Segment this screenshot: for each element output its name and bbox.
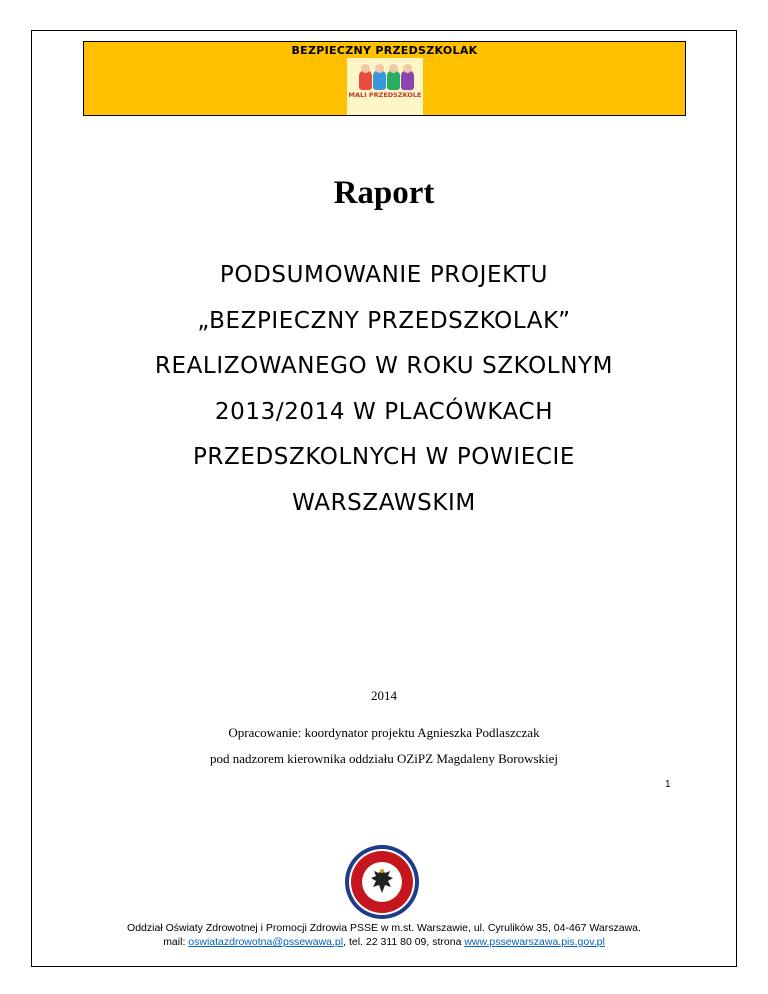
prepared-by: Opracowanie: koordynator projektu Agnieszka Podlaszczak [228,725,540,740]
logo-child-figure [359,70,372,90]
footer-phone: , tel. 22 311 80 09, strona [343,936,465,948]
subtitle-line: REALIZOWANEGO W ROKU SZKOLNYM [154,353,614,379]
sanitary-inspection-emblem-icon [343,843,421,921]
subtitle-line: PODSUMOWANIE PROJEKTU [219,262,549,288]
page-number: 1 [665,779,671,790]
logo-child-figure [401,70,414,90]
header-banner [83,41,686,116]
footer-address: Oddział Oświaty Zdrowotnej i Promocji Zdrowia PSSE w m.st. Warszawie, ul. Cyrulików 35, 04-467 Warszawa. [127,922,641,934]
logo-text: MALI PRZEDSZKOLE [348,91,422,99]
subtitle-line: WARSZAWSKIM [292,489,476,516]
footer-contact [0,935,768,949]
report-subtitle [60,253,708,526]
email-link[interactable]: oswiatazdrowotna@pssewawa.pl [188,936,344,948]
logo-child-figure [387,70,400,90]
website-link[interactable]: www.pssewarszawa.pis.gov.pl [464,936,605,948]
subtitle-line: 2013/2014 W PLACÓWKACH [214,398,554,425]
subtitle-line: PRZEDSZKOLNYCH W POWIECIE [192,444,576,470]
supervision-note: pod nadzorem kierownika oddziału OZiPZ Magdaleny Borowskiej [209,751,559,766]
subtitle-line: „BEZPIECZNY PRZEDSZKOLAK” [197,307,571,334]
preschool-logo [347,58,423,115]
footer-mail-prefix: mail: [163,936,189,948]
logo-child-figure [373,70,386,90]
report-title: Raport [333,175,435,211]
banner-title: BEZPIECZNY PRZEDSZKOLAK [291,44,478,57]
report-year: 2014 [371,688,397,703]
footer [0,921,768,949]
